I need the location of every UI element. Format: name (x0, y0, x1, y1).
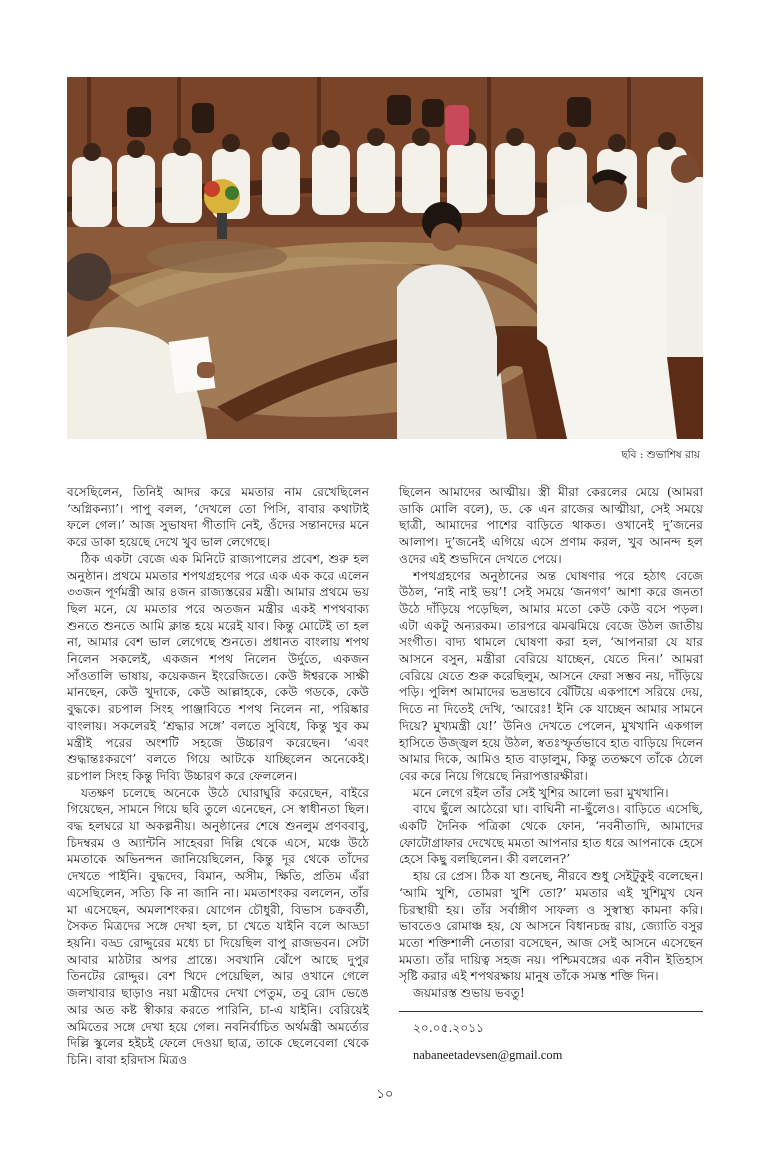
left-column (67, 484, 369, 1069)
section-divider (399, 1011, 703, 1012)
right-paragraph-3: মনে লেগে রইল তাঁর সেই খুশির আলো ভরা মুখখানি। (413, 785, 669, 800)
right-paragraph-4: বাঘে ছুঁলে আঠেরো ঘা। বাঘিনী না-ছুঁলেও। বাড়িতে এসেছি, একটি দৈনিক পত্রিকা থেকে ফোন, ‘নবনীতাদি, আমাদের ফোটোগ্রাফার দেখেছে মমতা আপনার হাত ধরে আপনাকে হেসে হেসে কিছু বলছিলেন। কী বললেন?’ (399, 802, 703, 867)
right-paragraph-1: ছিলেন আমাদের আত্মীয়। স্ত্রী মীরা কেরলের মেয়ে (আমরা ডাকি মোলি বলে), ড. কে এন রাজের আত্মীয়া, সেই সময়ে ছাত্রী, আমাদের পাশের বাড়িতে থাকত। ওখানেই দু’জনের আলাপ। দু’জনেই এগিয়ে এসে প্রণাম করল, খুব আনন্দ হল ওদের এই শুভদিনে দেখতে পেয়ে। (399, 485, 703, 566)
author-email[interactable]: nabaneetadevsen@gmail.com (413, 1047, 563, 1062)
right-paragraph-5: হায় রে প্রেস। ঠিক যা শুনেছ, নীরবে শুধু সেইটুকুই বলেছেন। ‘আমি খুশি, তোমরা খুশি তো?’ মমতার এই খুশিমুখ যেন চিরস্থায়ী হয়। তাঁর সর্বাঙ্গীণ সাফল্য ও সুস্বাস্থ্য কামনা করি। ভাবতেও রোমাঞ্চ হয়, যে আসনে বিধানচন্দ্র রায়, জ্যোতি বসুর মতো শক্তিশালী নেতারা বসেছেন, আজ সেই আসনে এসেছেন মমতা। তাঁর দায়িত্ব সহজ নয়। পশ্চিমবঙ্গের এক নবীন ইতিহাস সৃষ্টি করার এই শপথরক্ষায় মানুষ তাঁকে সমস্ত শক্তি দিন। (399, 869, 703, 984)
right-paragraph-6: জয়মারস্ত শুভায় ভবতু! (413, 986, 525, 1001)
left-paragraph-2: ঠিক একটা বেজে এক মিনিটে রাজ্যপালের প্রবেশ, শুরু হল অনুষ্ঠান। প্রথমে মমতার শপথগ্রহণের পরে এক এক করে এলেন ৩৩জন পূর্ণমন্ত্রী আর ৪জন রাজ্যস্তরের মন্ত্রী। আমার প্রথমে ভয় ছিল মনে, যে মমতার পরে অতজন মন্ত্রীর একই শপথবাক্য শুনতে শুনতে আমি ক্লান্ত হয়ে মরেই যাব। কিন্তু মোটেই তা হল না, আমার বেশ ভাল লেগেছে শুনতে। প্রধানত বাংলায় শপথ নিলেন সকলেই, একজন শপথ নিলেন উর্দুতে, একজন সাঁওতালি ভাষায়, কয়েকজন ইংরেজিতে। কেউ ঈশ্বরকে সাক্ষী মানছেন, কেউ খুদাকে, কেউ আল্লাহকে, কেউ গডকে, কেউ বুদ্ধকে। রচপাল সিংহ পাঞ্জাবিতে শপথ নিলেন না, পরিষ্কার বাংলায়। সকলেরই ‘শ্রদ্ধার সঙ্গে’ বলতে সুবিধে, কিন্তু খুব কম মন্ত্রীই পরের অংশটি সহজে উচ্চারণ করেছেন। ‘এবং শুদ্ধান্তঃকরণে’ বলতে গিয়ে আটকে যাচ্ছিলেন অনেকেই। রচপাল সিংহ কিন্তু দিব্যি উচ্চারণ করে ফেললেন। (67, 551, 369, 783)
meeting-photo (67, 77, 703, 439)
right-column (399, 484, 703, 1063)
left-paragraph-1: বসেছিলেন, তিনিই আদর করে মমতার নাম রেখেছিলেন ‘অগ্নিকন্যা’। পাপু বলল, ‘দেখলে তো পিসি, বাবার কথাটাই ফলে গেল।’ আজ সুভাষদা গীতাদি নেই, ওঁদের সন্তানদের মনে করে ডাকা হয়েছে দেখে খুব ভাল লেগেছে। (67, 485, 369, 550)
article-date: ২০.০৫.২০১১ (413, 1020, 485, 1035)
right-paragraph-2: শপথগ্রহণের অনুষ্ঠানের অন্ত ঘোষণার পরে হঠাৎ বেজে উঠল, ‘নাই নাই ভয়’! সেই সময়ে ‘জনগণ’ আশা করে জনতা উঠে দাঁড়িয়ে পড়েছিল, আমার মতো কেউ কেউ বসে পড়ল। এটা একটু অন্যরকম। তারপরে ঝমঝমিয়ে বেজে উঠল জাতীয় সংগীত। বাদ্য থামলে ঘোষণা করা হল, ‘আপনারা যে যার আসনে বসুন, মন্ত্রীরা বেরিয়ে যাচ্ছেন, যেতে দিন।’ আমরা বেরিয়ে যেতে শুরু করেছিলুম, আসনে ফেরা সম্ভব নয়, দাঁড়িয়ে পড়ি। পুলিশ আমাদের ভদ্রভাবে ঝেঁটিয়ে একপাশে সরিয়ে দেয়, দিতে না দিতেই দেখি, ‘আরেঃ! ইনি কে যাচ্ছেন আমার সামনে দিয়ে? মুখ্যমন্ত্রী যে!’ উনিও দেখতে পেলেন, মুখখানি একগাল হাসিতে উজ্জ্বল হয়ে উঠল, স্বতঃস্ফূর্তভাবে হাত বাড়িয়ে দিলেন আমার দিকে, আমিও হাত বাড়ালুম, কিন্তু ততক্ষণে তাঁকে ঠেলে বের করে নিয়ে গিয়েছে নিরাপত্তারক্ষীরা। (399, 568, 703, 783)
page-number: ১০ (376, 1087, 394, 1102)
photo-caption: ছবি : শুভাশিষ রায় (621, 449, 700, 461)
left-paragraph-3: যতক্ষণ চলেছে অনেকে উঠে ঘোরাঘুরি করেছেন, বাইরে গিয়েছেন, সামনে গিয়ে ছবি তুলে এনেছেন, সে স্বাধীনতা ছিল। বদ্ধ হলঘরে যা অকল্পনীয়। অনুষ্ঠানের শেষে শুনলুম প্রণববাবু, চিদম্বরম ও অ্যান্টনি সাহেবরা দিল্লি থেকে এসে, মঞ্চে উঠে মমতাকে অভিনন্দন জানিয়েছিলেন, কিন্তু দূর থেকে তাঁদের দেখতে পাইনি। বুদ্ধদেব, বিমান, অসীম, ক্ষিতি, প্রতিম এঁরা এসেছিলেন, সত্যি কি না জানি না। মমতাশংকর বললেন, তাঁর মা এসেছেন, অমলাশংকর। যোগেন চৌধুরী, বিভাস চক্রবর্তী, সৈকত মিত্রদের সঙ্গে দেখা হল, চা খেতে যাইনি বলে আড্ডা হয়নি। বড্ড রোদ্দুরের মধ্যে চা দিয়েছিল বাপু রাজভবন। সেটা আবার মাঠটার অপর প্রান্তে। সবখানি ঝেঁপে আছে দুপুর তিনটের রোদ্দুর। বেশ খিদে পেয়েছিল, আর ওখানে গেলে জলখাবার ছাড়াও নয়া মন্ত্রীদের দেখা পেতুম, তবু রোদ ভেঙে আর অত কষ্ট স্বীকার করতে পারিনি, চা-এ যাইনি। বেরিয়েই অমিতের সঙ্গে দেখা হয়ে গেল। নবনির্বাচিত অর্থমন্ত্রী অমর্ত্যের দিল্লি স্কুলের হইচই ফেলে দেওয়া ছাত্র, তাকে ছেলেবেলা থেকে চিনি। বাবা হরিদাস মিত্রও (67, 785, 369, 1067)
